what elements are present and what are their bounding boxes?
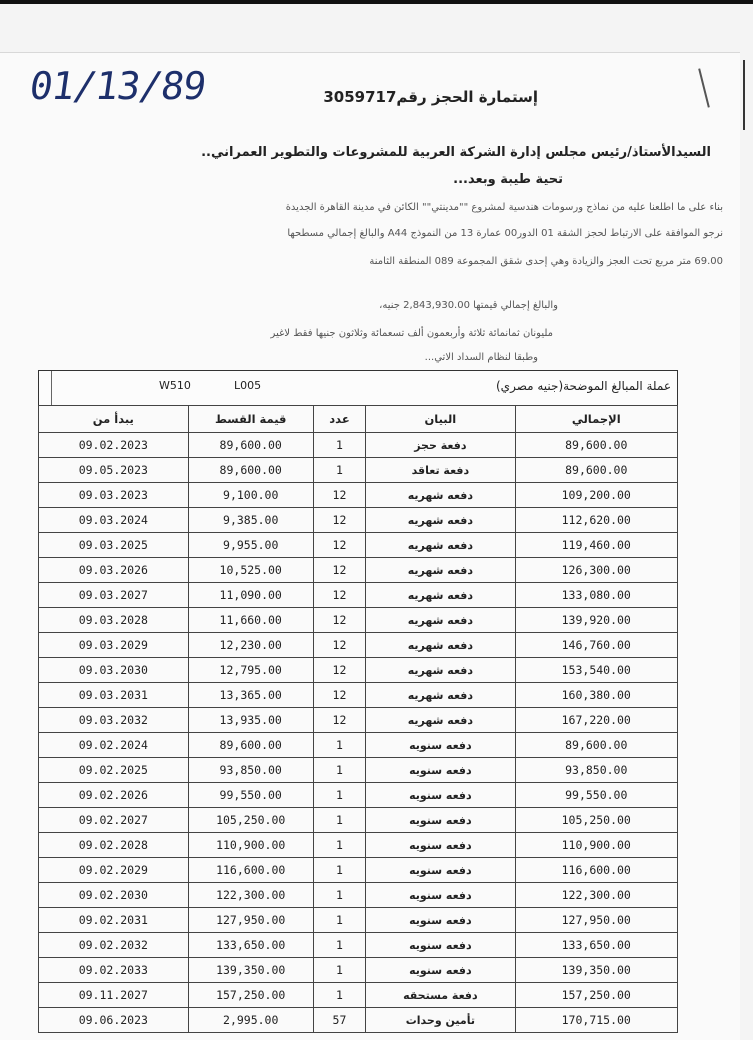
cell-description: دفعه سنويه xyxy=(366,833,515,858)
cell-description: دفعه شهريه xyxy=(366,583,515,608)
cell-total: 105,250.00 xyxy=(515,808,678,833)
table-row xyxy=(39,583,678,608)
cell-total: 139,920.00 xyxy=(515,608,678,633)
cell-description: دفعه شهريه xyxy=(366,683,515,708)
cell-total: 119,460.00 xyxy=(515,533,678,558)
header-installment: قيمة القسط xyxy=(188,406,313,433)
cell-description: دفعه شهريه xyxy=(366,658,515,683)
cell-count: 57 xyxy=(313,1008,365,1033)
cell-total: 133,080.00 xyxy=(515,583,678,608)
table-row xyxy=(39,908,678,933)
cell-total: 153,540.00 xyxy=(515,658,678,683)
cell-count: 12 xyxy=(313,583,365,608)
cell-start: 09.03.2023 xyxy=(39,483,189,508)
cell-count: 1 xyxy=(313,908,365,933)
cell-installment: 10,525.00 xyxy=(188,558,313,583)
table-row xyxy=(39,933,678,958)
cell-count: 1 xyxy=(313,958,365,983)
cell-installment: 13,935.00 xyxy=(188,708,313,733)
table-row xyxy=(39,883,678,908)
cell-start: 09.03.2024 xyxy=(39,508,189,533)
cell-total: 89,600.00 xyxy=(515,433,678,458)
cell-description: دفعه سنويه xyxy=(366,733,515,758)
cell-installment: 127,950.00 xyxy=(188,908,313,933)
cell-installment: 89,600.00 xyxy=(188,433,313,458)
cell-count: 12 xyxy=(313,558,365,583)
table-row xyxy=(39,858,678,883)
cell-start: 09.11.2027 xyxy=(39,983,189,1008)
cell-description: دفعه سنويه xyxy=(366,908,515,933)
paragraph-line-1: بناء على ما اطلعنا عليه من نماذج ورسومات هندسية لمشروع ""مدينتي"" الكائن في مدينة القاهرة الجديدة xyxy=(285,202,723,213)
table-row xyxy=(39,708,678,733)
cell-count: 1 xyxy=(313,458,365,483)
cell-total: 109,200.00 xyxy=(515,483,678,508)
currency-label: عملة المبالغ الموضحة(جنيه مصري) xyxy=(496,379,671,393)
table-row xyxy=(39,483,678,508)
table-row xyxy=(39,683,678,708)
cell-total: 160,380.00 xyxy=(515,683,678,708)
table-header-row xyxy=(39,406,678,433)
cell-start: 09.03.2029 xyxy=(39,633,189,658)
header-start: يبدأ من xyxy=(39,406,189,433)
cell-count: 12 xyxy=(313,508,365,533)
cell-description: دفعه سنويه xyxy=(366,858,515,883)
table-row xyxy=(39,833,678,858)
cell-start: 09.02.2030 xyxy=(39,883,189,908)
cell-description: دفعة حجز xyxy=(366,433,515,458)
cell-total: 157,250.00 xyxy=(515,983,678,1008)
cell-start: 09.02.2024 xyxy=(39,733,189,758)
table-row xyxy=(39,808,678,833)
cell-description: دفعه شهريه xyxy=(366,608,515,633)
header-total: الإجمالي xyxy=(515,406,678,433)
cell-description: دفعه شهريه xyxy=(366,508,515,533)
cell-installment: 139,350.00 xyxy=(188,958,313,983)
cell-start: 09.05.2023 xyxy=(39,458,189,483)
cell-count: 12 xyxy=(313,658,365,683)
payment-table-wrapper xyxy=(38,370,678,1033)
cell-start: 09.02.2029 xyxy=(39,858,189,883)
cell-start: 09.02.2032 xyxy=(39,933,189,958)
cell-start: 09.03.2026 xyxy=(39,558,189,583)
table-row xyxy=(39,658,678,683)
cell-total: 112,620.00 xyxy=(515,508,678,533)
cell-installment: 157,250.00 xyxy=(188,983,313,1008)
cell-installment: 105,250.00 xyxy=(188,808,313,833)
cell-installment: 133,650.00 xyxy=(188,933,313,958)
cell-description: دفعه سنويه xyxy=(366,883,515,908)
handwritten-date: 01/13/89 xyxy=(26,64,209,108)
table-body xyxy=(39,433,678,1033)
cell-installment: 12,230.00 xyxy=(188,633,313,658)
table-row xyxy=(39,758,678,783)
cell-installment: 2,995.00 xyxy=(188,1008,313,1033)
cell-installment: 13,365.00 xyxy=(188,683,313,708)
paragraph-line-6: وطبقا لنظام السداد الاتي... xyxy=(424,352,538,363)
cell-description: دفعه شهريه xyxy=(366,533,515,558)
cell-start: 09.02.2033 xyxy=(39,958,189,983)
cell-installment: 93,850.00 xyxy=(188,758,313,783)
cell-count: 1 xyxy=(313,983,365,1008)
cell-description: تأمين وحدات xyxy=(366,1008,515,1033)
cell-total: 167,220.00 xyxy=(515,708,678,733)
paragraph-line-5: مليونان ثمانمائة ثلاثة وأربعمون ألف تسعمائة وثلاثون جنيها فقط لاغير xyxy=(270,328,553,339)
cell-total: 99,550.00 xyxy=(515,783,678,808)
cell-start: 09.02.2027 xyxy=(39,808,189,833)
cell-start: 09.03.2025 xyxy=(39,533,189,558)
cell-total: 146,760.00 xyxy=(515,633,678,658)
cell-count: 1 xyxy=(313,733,365,758)
cell-total: 139,350.00 xyxy=(515,958,678,983)
cell-start: 09.02.2026 xyxy=(39,783,189,808)
cell-count: 1 xyxy=(313,933,365,958)
table-row xyxy=(39,1008,678,1033)
cell-total: 89,600.00 xyxy=(515,733,678,758)
cell-start: 09.03.2028 xyxy=(39,608,189,633)
table-row xyxy=(39,558,678,583)
cell-count: 1 xyxy=(313,858,365,883)
cell-start: 09.02.2031 xyxy=(39,908,189,933)
cell-total: 126,300.00 xyxy=(515,558,678,583)
cell-total: 116,600.00 xyxy=(515,858,678,883)
page-edge-rule xyxy=(743,60,745,130)
currency-header-edge xyxy=(41,371,52,405)
cell-total: 133,650.00 xyxy=(515,933,678,958)
table-row xyxy=(39,608,678,633)
cell-start: 09.03.2032 xyxy=(39,708,189,733)
table-row xyxy=(39,533,678,558)
cell-count: 1 xyxy=(313,883,365,908)
cell-description: دفعة تعاقد xyxy=(366,458,515,483)
header-description: البيان xyxy=(366,406,515,433)
cell-count: 1 xyxy=(313,758,365,783)
cell-total: 89,600.00 xyxy=(515,458,678,483)
cell-installment: 12,795.00 xyxy=(188,658,313,683)
code-w: W510 xyxy=(159,379,191,392)
top-border xyxy=(0,0,753,4)
cell-count: 1 xyxy=(313,808,365,833)
cell-total: 122,300.00 xyxy=(515,883,678,908)
cell-installment: 110,900.00 xyxy=(188,833,313,858)
cell-installment: 116,600.00 xyxy=(188,858,313,883)
header-count: عدد xyxy=(313,406,365,433)
cell-description: دفعه سنويه xyxy=(366,933,515,958)
cell-installment: 11,090.00 xyxy=(188,583,313,608)
cell-installment: 9,955.00 xyxy=(188,533,313,558)
greeting-line: تحية طيبة وبعد... xyxy=(453,172,563,187)
cell-total: 127,950.00 xyxy=(515,908,678,933)
cell-installment: 99,550.00 xyxy=(188,783,313,808)
cell-total: 170,715.00 xyxy=(515,1008,678,1033)
cell-count: 1 xyxy=(313,783,365,808)
cell-description: دفعه سنويه xyxy=(366,808,515,833)
cell-total: 93,850.00 xyxy=(515,758,678,783)
cell-count: 1 xyxy=(313,433,365,458)
paragraph-line-3: 69.00 متر مربع تحت العجز والزيادة وهي إحدى شقق المجموعة 089 المنطقة الثامنة xyxy=(369,256,723,267)
cell-description: دفعه شهريه xyxy=(366,483,515,508)
cell-count: 12 xyxy=(313,708,365,733)
cell-installment: 122,300.00 xyxy=(188,883,313,908)
table-row xyxy=(39,433,678,458)
cell-count: 1 xyxy=(313,833,365,858)
cell-description: دفعه سنويه xyxy=(366,958,515,983)
cell-installment: 11,660.00 xyxy=(188,608,313,633)
payment-schedule-table xyxy=(38,405,678,1033)
table-row xyxy=(39,458,678,483)
cell-start: 09.03.2031 xyxy=(39,683,189,708)
cell-description: دفعه سنويه xyxy=(366,783,515,808)
addressee-line: السيدالأستاذ/رئيس مجلس إدارة الشركة العربية للمشروعات والتطوير العمراني.. xyxy=(201,145,711,160)
cell-count: 12 xyxy=(313,483,365,508)
paragraph-line-2: نرجو الموافقة على الارتباط لحجز الشقة 01 الدور00 عمارة 13 من النموذج A44 والبالغ إجمالي مسطحها xyxy=(287,228,723,239)
table-row xyxy=(39,983,678,1008)
cell-description: دفعه شهريه xyxy=(366,708,515,733)
cell-start: 09.03.2030 xyxy=(39,658,189,683)
currency-header xyxy=(38,370,678,405)
cell-description: دفعه سنويه xyxy=(366,758,515,783)
cell-description: دفعة مستحقه xyxy=(366,983,515,1008)
paragraph-line-4: والبالغ إجمالي قيمتها 2,843,930.00 جنيه، xyxy=(379,300,558,311)
table-row xyxy=(39,958,678,983)
cell-count: 12 xyxy=(313,533,365,558)
table-row xyxy=(39,633,678,658)
cell-count: 12 xyxy=(313,608,365,633)
table-row xyxy=(39,783,678,808)
cell-total: 110,900.00 xyxy=(515,833,678,858)
cell-start: 09.03.2027 xyxy=(39,583,189,608)
cell-start: 09.02.2028 xyxy=(39,833,189,858)
cell-start: 09.06.2023 xyxy=(39,1008,189,1033)
cell-installment: 9,385.00 xyxy=(188,508,313,533)
table-row xyxy=(39,508,678,533)
cell-start: 09.02.2023 xyxy=(39,433,189,458)
cell-description: دفعه شهريه xyxy=(366,558,515,583)
cell-installment: 89,600.00 xyxy=(188,733,313,758)
code-l: L005 xyxy=(234,379,262,392)
cell-count: 12 xyxy=(313,683,365,708)
form-title: إستمارة الحجز رقم3059717 xyxy=(323,88,538,106)
cell-installment: 89,600.00 xyxy=(188,458,313,483)
cell-description: دفعه شهريه xyxy=(366,633,515,658)
table-row xyxy=(39,733,678,758)
cell-start: 09.02.2025 xyxy=(39,758,189,783)
cell-installment: 9,100.00 xyxy=(188,483,313,508)
cell-count: 12 xyxy=(313,633,365,658)
